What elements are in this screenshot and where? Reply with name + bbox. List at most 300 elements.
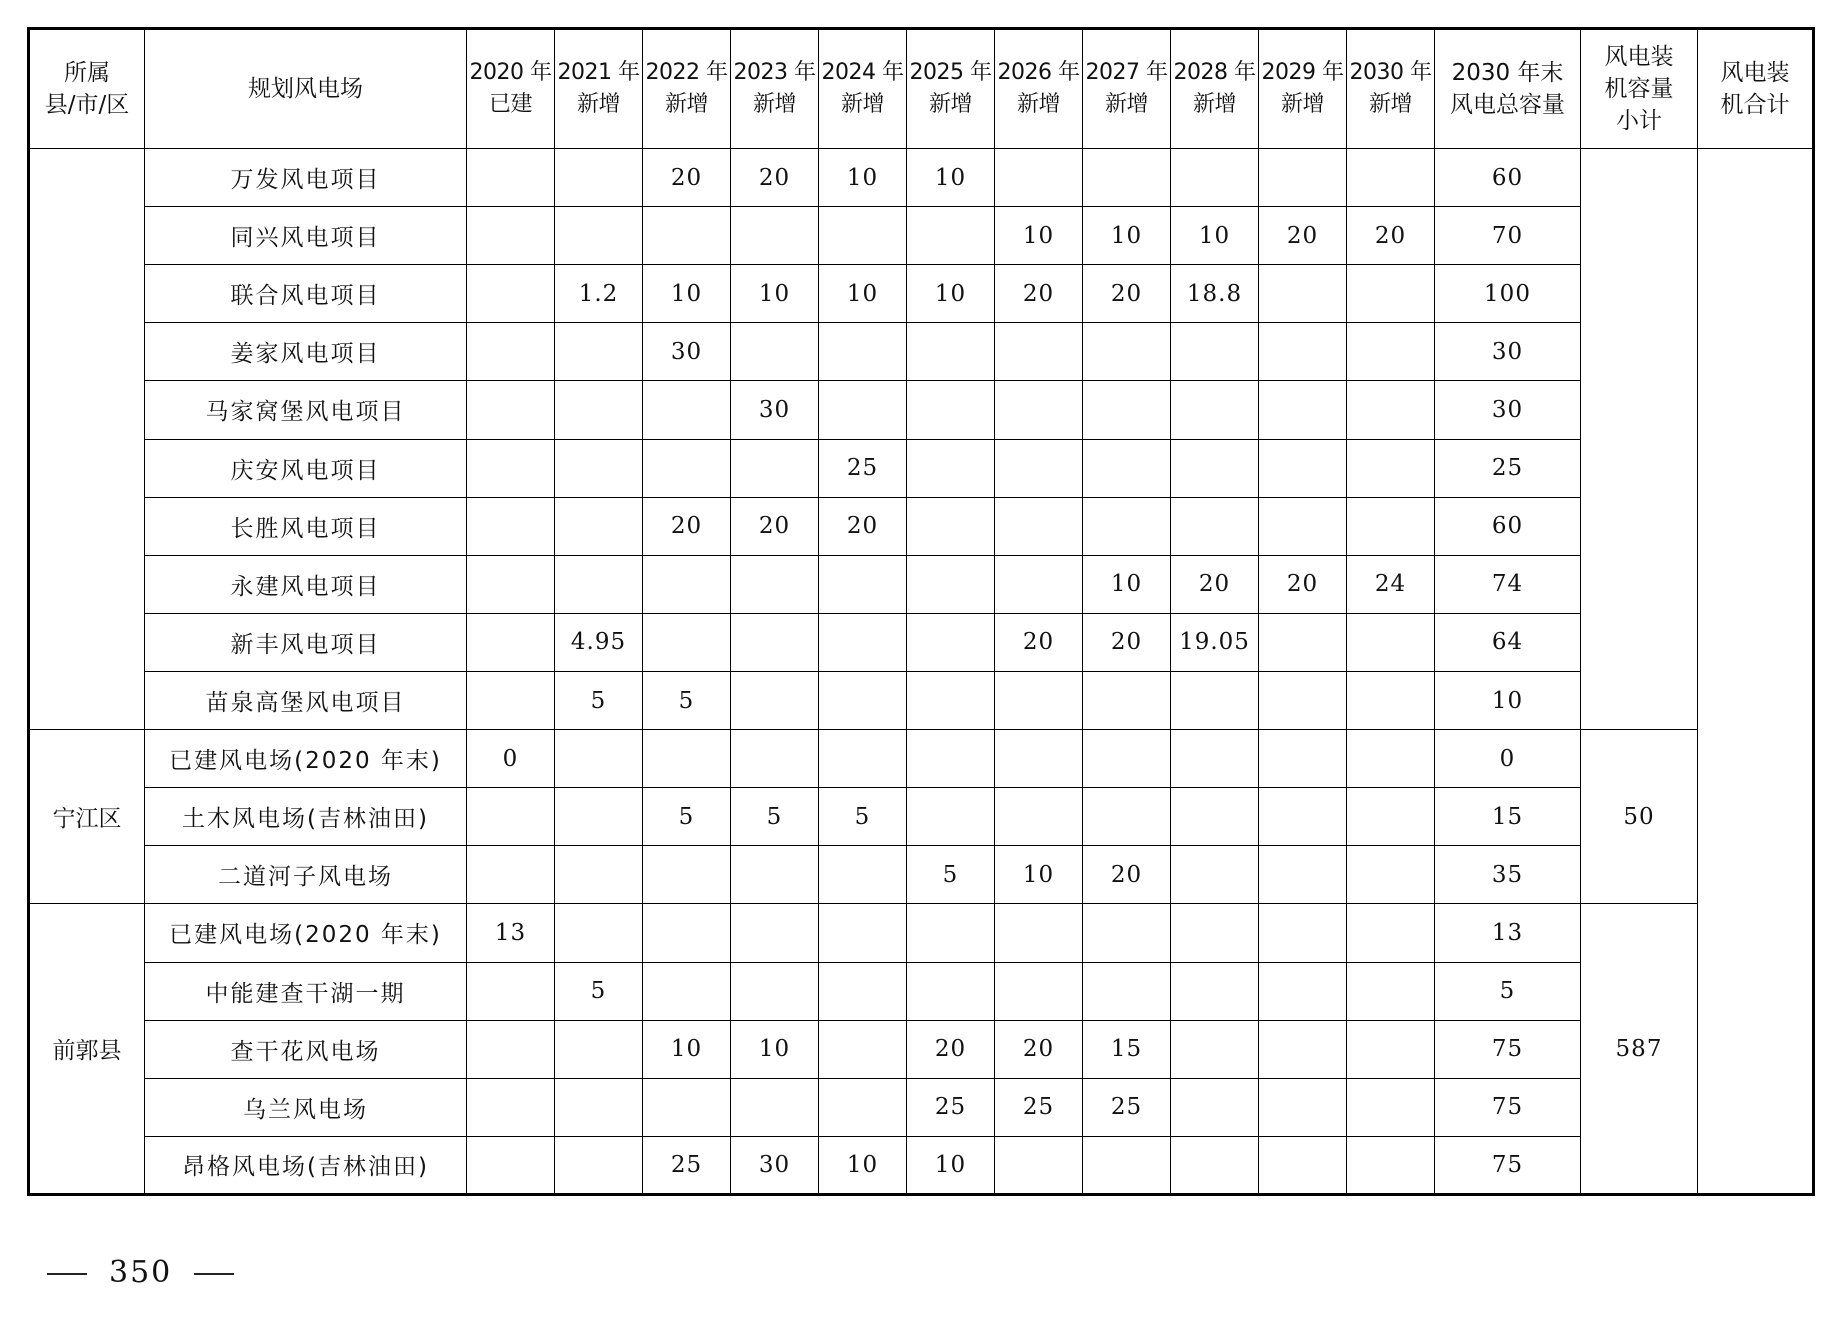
capacity-cell	[1083, 497, 1171, 555]
capacity-cell	[1171, 323, 1259, 381]
header-subtotal-line3: 小计	[1616, 108, 1662, 134]
capacity-cell: 10	[643, 1020, 731, 1078]
capacity-cell: 5	[643, 788, 731, 846]
capacity-cell	[1259, 497, 1347, 555]
capacity-cell	[819, 671, 907, 729]
capacity-cell: 25	[995, 1078, 1083, 1136]
header-year-2029	[1259, 29, 1347, 149]
page-footer	[47, 1255, 256, 1290]
capacity-cell	[731, 846, 819, 904]
total-capacity-cell: 30	[1435, 381, 1581, 439]
capacity-cell	[1083, 788, 1171, 846]
capacity-cell	[731, 613, 819, 671]
capacity-cell	[907, 788, 995, 846]
header-year-2030	[1347, 29, 1435, 149]
header-year-2021	[555, 29, 643, 149]
capacity-cell	[907, 613, 995, 671]
header-total-line1: 2030 年末	[1451, 60, 1564, 86]
capacity-cell: 20	[995, 265, 1083, 323]
capacity-cell	[995, 149, 1083, 207]
table-row	[29, 730, 1814, 788]
capacity-cell: 10	[819, 149, 907, 207]
header-subtotal-line2: 机容量	[1604, 76, 1674, 102]
capacity-cell: 1.2	[555, 265, 643, 323]
capacity-cell	[907, 555, 995, 613]
subtotal-cell: 50	[1581, 730, 1698, 904]
capacity-cell	[467, 1136, 555, 1194]
capacity-cell	[1083, 439, 1171, 497]
capacity-cell: 20	[995, 1020, 1083, 1078]
capacity-cell	[907, 323, 995, 381]
capacity-cell	[819, 1020, 907, 1078]
capacity-cell	[643, 904, 731, 962]
capacity-cell: 10	[907, 149, 995, 207]
table-row	[29, 439, 1814, 497]
capacity-cell: 24	[1347, 555, 1435, 613]
capacity-cell	[1347, 265, 1435, 323]
header-year-label: 2026 年	[997, 60, 1080, 85]
capacity-cell	[555, 1136, 643, 1194]
table-row	[29, 555, 1814, 613]
table-row	[29, 904, 1814, 962]
capacity-cell	[467, 265, 555, 323]
total-capacity-cell: 13	[1435, 904, 1581, 962]
project-name-cell: 昂格风电场(吉林油田)	[145, 1136, 467, 1194]
page-number: 350	[109, 1255, 173, 1290]
project-name-cell: 已建风电场(2020 年末)	[145, 904, 467, 962]
capacity-cell	[467, 613, 555, 671]
capacity-cell: 5	[819, 788, 907, 846]
capacity-cell	[1171, 904, 1259, 962]
capacity-cell	[1171, 1020, 1259, 1078]
capacity-cell: 19.05	[1171, 613, 1259, 671]
capacity-cell	[1347, 788, 1435, 846]
capacity-cell: 20	[995, 613, 1083, 671]
capacity-cell	[1259, 846, 1347, 904]
capacity-cell	[467, 323, 555, 381]
capacity-cell	[643, 962, 731, 1020]
table-row	[29, 265, 1814, 323]
capacity-cell	[643, 846, 731, 904]
capacity-cell	[1347, 149, 1435, 207]
capacity-cell	[819, 613, 907, 671]
header-year-sub: 新增	[1192, 92, 1236, 117]
capacity-cell	[907, 439, 995, 497]
capacity-cell	[1083, 730, 1171, 788]
capacity-cell	[1259, 149, 1347, 207]
capacity-cell	[995, 497, 1083, 555]
header-year-2027	[1083, 29, 1171, 149]
header-year-2020	[467, 29, 555, 149]
capacity-cell	[1347, 962, 1435, 1020]
total-capacity-cell: 5	[1435, 962, 1581, 1020]
capacity-cell	[819, 846, 907, 904]
header-row	[29, 29, 1814, 149]
header-subtotal-line1: 风电装	[1604, 44, 1674, 70]
project-name-cell: 同兴风电项目	[145, 207, 467, 265]
header-year-label: 2022 年	[645, 60, 728, 85]
capacity-cell	[1259, 1020, 1347, 1078]
capacity-cell	[1347, 1078, 1435, 1136]
capacity-cell: 20	[1171, 555, 1259, 613]
capacity-cell	[1347, 1136, 1435, 1194]
capacity-cell	[907, 381, 995, 439]
capacity-cell	[555, 497, 643, 555]
table-row	[29, 149, 1814, 207]
capacity-cell: 25	[819, 439, 907, 497]
project-name-cell: 永建风电项目	[145, 555, 467, 613]
capacity-cell: 10	[819, 1136, 907, 1194]
header-county-line2: 县/市/区	[44, 92, 130, 118]
capacity-cell	[643, 207, 731, 265]
capacity-cell: 20	[1259, 207, 1347, 265]
total-capacity-cell: 10	[1435, 671, 1581, 729]
capacity-cell	[1259, 730, 1347, 788]
capacity-cell	[1259, 962, 1347, 1020]
wind-farm-capacity-table	[27, 27, 1815, 1196]
capacity-cell: 10	[1083, 207, 1171, 265]
capacity-cell	[467, 497, 555, 555]
capacity-cell	[555, 730, 643, 788]
capacity-cell: 10	[1083, 555, 1171, 613]
capacity-cell	[643, 613, 731, 671]
header-year-2024	[819, 29, 907, 149]
capacity-cell	[819, 962, 907, 1020]
project-name-cell: 长胜风电项目	[145, 497, 467, 555]
total-capacity-cell: 60	[1435, 149, 1581, 207]
capacity-cell	[995, 439, 1083, 497]
capacity-cell	[467, 439, 555, 497]
table-body	[29, 149, 1814, 1195]
capacity-cell	[1171, 381, 1259, 439]
project-name-cell: 查干花风电场	[145, 1020, 467, 1078]
header-year-label: 2028 年	[1173, 60, 1256, 85]
header-year-sub: 新增	[1104, 92, 1148, 117]
capacity-cell	[995, 788, 1083, 846]
header-year-sub: 新增	[1016, 92, 1060, 117]
total-capacity-cell: 35	[1435, 846, 1581, 904]
capacity-cell: 10	[995, 846, 1083, 904]
header-year-label: 2023 年	[733, 60, 816, 85]
header-year-label: 2027 年	[1085, 60, 1168, 85]
capacity-cell	[1347, 497, 1435, 555]
capacity-cell	[1347, 730, 1435, 788]
capacity-cell	[1171, 671, 1259, 729]
capacity-cell: 20	[907, 1020, 995, 1078]
subtotal-cell: 587	[1581, 904, 1698, 1195]
capacity-cell: 5	[643, 671, 731, 729]
capacity-cell	[1083, 149, 1171, 207]
header-year-label: 2025 年	[909, 60, 992, 85]
capacity-cell	[819, 1078, 907, 1136]
header-grand-line1: 风电装	[1720, 60, 1790, 86]
header-year-label: 2020 年	[469, 60, 552, 85]
capacity-cell: 20	[731, 497, 819, 555]
capacity-cell	[731, 555, 819, 613]
capacity-cell	[1259, 1136, 1347, 1194]
capacity-cell: 5	[907, 846, 995, 904]
header-year-sub: 已建	[488, 92, 532, 117]
table-row	[29, 381, 1814, 439]
capacity-cell	[1171, 846, 1259, 904]
capacity-cell	[1083, 1136, 1171, 1194]
table-row	[29, 962, 1814, 1020]
total-capacity-cell: 74	[1435, 555, 1581, 613]
header-year-label: 2024 年	[821, 60, 904, 85]
grand-total-cell	[1698, 149, 1814, 1195]
total-capacity-cell: 30	[1435, 323, 1581, 381]
capacity-cell	[643, 381, 731, 439]
table-row	[29, 1136, 1814, 1194]
capacity-cell	[555, 846, 643, 904]
capacity-cell	[1171, 1078, 1259, 1136]
total-capacity-cell: 100	[1435, 265, 1581, 323]
capacity-cell	[467, 788, 555, 846]
header-year-label: 2030 年	[1349, 60, 1432, 85]
capacity-cell: 0	[467, 730, 555, 788]
capacity-cell	[1259, 671, 1347, 729]
capacity-cell	[907, 497, 995, 555]
capacity-cell	[1347, 613, 1435, 671]
capacity-cell	[1171, 439, 1259, 497]
header-year-2023	[731, 29, 819, 149]
capacity-cell	[819, 555, 907, 613]
capacity-cell	[1083, 381, 1171, 439]
capacity-cell: 10	[907, 1136, 995, 1194]
header-grand-total	[1698, 29, 1814, 149]
county-cell: 宁江区	[29, 730, 145, 904]
capacity-cell: 13	[467, 904, 555, 962]
county-cell: 前郭县	[29, 904, 145, 1195]
capacity-cell	[643, 555, 731, 613]
header-subtotal	[1581, 29, 1698, 149]
total-capacity-cell: 75	[1435, 1078, 1581, 1136]
county-cell	[29, 149, 145, 730]
capacity-cell	[555, 904, 643, 962]
project-name-cell: 二道河子风电场	[145, 846, 467, 904]
capacity-cell	[1347, 904, 1435, 962]
capacity-cell	[819, 323, 907, 381]
capacity-cell	[819, 904, 907, 962]
table-row	[29, 613, 1814, 671]
capacity-cell	[907, 730, 995, 788]
header-county-line1: 所属	[64, 60, 110, 86]
header-year-label: 2021 年	[557, 60, 640, 85]
total-capacity-cell: 15	[1435, 788, 1581, 846]
capacity-cell	[907, 671, 995, 729]
table-row	[29, 323, 1814, 381]
total-capacity-cell: 75	[1435, 1136, 1581, 1194]
header-county	[29, 29, 145, 149]
capacity-cell	[995, 904, 1083, 962]
capacity-cell	[1259, 788, 1347, 846]
project-name-cell: 姜家风电项目	[145, 323, 467, 381]
capacity-cell	[555, 1020, 643, 1078]
capacity-cell	[1083, 323, 1171, 381]
capacity-cell: 20	[643, 497, 731, 555]
table-row	[29, 1078, 1814, 1136]
capacity-cell	[1347, 439, 1435, 497]
capacity-cell	[555, 1078, 643, 1136]
capacity-cell	[731, 439, 819, 497]
capacity-cell	[907, 207, 995, 265]
capacity-cell	[1259, 439, 1347, 497]
capacity-cell	[1347, 381, 1435, 439]
capacity-cell	[995, 671, 1083, 729]
capacity-cell	[1171, 730, 1259, 788]
total-capacity-cell: 64	[1435, 613, 1581, 671]
capacity-cell	[995, 1136, 1083, 1194]
header-project: 规划风电场	[145, 29, 467, 149]
capacity-cell	[731, 730, 819, 788]
capacity-cell: 20	[731, 149, 819, 207]
capacity-cell	[1259, 613, 1347, 671]
project-name-cell: 土木风电场(吉林油田)	[145, 788, 467, 846]
header-year-sub: 新增	[928, 92, 972, 117]
capacity-cell	[819, 730, 907, 788]
capacity-cell: 10	[907, 265, 995, 323]
capacity-cell: 5	[555, 671, 643, 729]
header-year-sub: 新增	[576, 92, 620, 117]
capacity-cell: 10	[643, 265, 731, 323]
capacity-cell: 10	[995, 207, 1083, 265]
capacity-cell	[467, 1020, 555, 1078]
capacity-cell	[467, 671, 555, 729]
capacity-cell	[1347, 323, 1435, 381]
capacity-cell: 25	[907, 1078, 995, 1136]
capacity-cell	[995, 962, 1083, 1020]
capacity-cell	[643, 439, 731, 497]
capacity-cell	[467, 846, 555, 904]
header-year-2022	[643, 29, 731, 149]
capacity-cell	[555, 207, 643, 265]
total-capacity-cell: 70	[1435, 207, 1581, 265]
capacity-cell	[731, 207, 819, 265]
capacity-cell: 20	[643, 149, 731, 207]
capacity-cell: 30	[731, 1136, 819, 1194]
header-year-sub: 新增	[1368, 92, 1412, 117]
capacity-cell	[555, 323, 643, 381]
header-year-sub: 新增	[752, 92, 796, 117]
table-row	[29, 1020, 1814, 1078]
capacity-cell: 20	[819, 497, 907, 555]
capacity-cell	[907, 904, 995, 962]
header-year-sub: 新增	[840, 92, 884, 117]
total-capacity-cell: 75	[1435, 1020, 1581, 1078]
project-name-cell: 万发风电项目	[145, 149, 467, 207]
capacity-cell: 5	[731, 788, 819, 846]
capacity-cell	[1083, 962, 1171, 1020]
capacity-cell: 25	[1083, 1078, 1171, 1136]
total-capacity-cell: 25	[1435, 439, 1581, 497]
capacity-cell: 10	[1171, 207, 1259, 265]
capacity-cell	[467, 381, 555, 439]
capacity-cell: 20	[1083, 265, 1171, 323]
header-year-2026	[995, 29, 1083, 149]
table-row	[29, 207, 1814, 265]
project-name-cell: 苗泉高堡风电项目	[145, 671, 467, 729]
project-name-cell: 已建风电场(2020 年末)	[145, 730, 467, 788]
capacity-cell: 10	[819, 265, 907, 323]
capacity-cell: 18.8	[1171, 265, 1259, 323]
capacity-cell	[467, 555, 555, 613]
footer-dash-left	[47, 1273, 87, 1275]
capacity-cell	[1171, 149, 1259, 207]
capacity-cell	[467, 207, 555, 265]
capacity-cell	[1259, 1078, 1347, 1136]
capacity-cell	[731, 904, 819, 962]
capacity-cell	[555, 555, 643, 613]
subtotal-cell	[1581, 149, 1698, 730]
project-name-cell: 乌兰风电场	[145, 1078, 467, 1136]
capacity-cell	[1083, 671, 1171, 729]
project-name-cell: 联合风电项目	[145, 265, 467, 323]
table-row	[29, 788, 1814, 846]
capacity-cell: 20	[1083, 846, 1171, 904]
capacity-cell	[995, 323, 1083, 381]
capacity-cell	[731, 1078, 819, 1136]
capacity-cell: 5	[555, 962, 643, 1020]
capacity-cell	[1171, 788, 1259, 846]
capacity-cell	[555, 788, 643, 846]
capacity-cell	[555, 149, 643, 207]
capacity-cell	[1171, 1136, 1259, 1194]
total-capacity-cell: 0	[1435, 730, 1581, 788]
capacity-cell	[643, 730, 731, 788]
capacity-cell	[1347, 671, 1435, 729]
header-total	[1435, 29, 1581, 149]
capacity-cell	[467, 962, 555, 1020]
capacity-cell	[995, 381, 1083, 439]
total-capacity-cell: 60	[1435, 497, 1581, 555]
capacity-cell: 20	[1083, 613, 1171, 671]
capacity-cell	[819, 381, 907, 439]
capacity-cell: 4.95	[555, 613, 643, 671]
capacity-cell: 30	[643, 323, 731, 381]
capacity-cell	[1083, 904, 1171, 962]
footer-dash-right	[194, 1273, 234, 1275]
capacity-cell	[731, 323, 819, 381]
capacity-cell: 20	[1347, 207, 1435, 265]
capacity-cell	[1259, 265, 1347, 323]
table-row	[29, 671, 1814, 729]
capacity-cell	[1259, 323, 1347, 381]
capacity-cell: 30	[731, 381, 819, 439]
project-name-cell: 中能建查干湖一期	[145, 962, 467, 1020]
capacity-cell	[467, 149, 555, 207]
capacity-cell: 15	[1083, 1020, 1171, 1078]
capacity-cell: 20	[1259, 555, 1347, 613]
header-year-sub: 新增	[664, 92, 708, 117]
capacity-cell: 10	[731, 265, 819, 323]
capacity-cell	[1347, 846, 1435, 904]
capacity-cell	[907, 962, 995, 1020]
header-total-line2: 风电总容量	[1450, 92, 1565, 118]
project-name-cell: 新丰风电项目	[145, 613, 467, 671]
capacity-cell	[1259, 381, 1347, 439]
capacity-cell: 25	[643, 1136, 731, 1194]
header-year-label: 2029 年	[1261, 60, 1344, 85]
capacity-cell: 10	[731, 1020, 819, 1078]
capacity-cell	[1171, 497, 1259, 555]
capacity-cell	[555, 381, 643, 439]
capacity-cell	[643, 1078, 731, 1136]
capacity-cell	[1347, 1020, 1435, 1078]
header-year-2028	[1171, 29, 1259, 149]
capacity-cell	[819, 207, 907, 265]
capacity-cell	[731, 671, 819, 729]
capacity-cell	[467, 1078, 555, 1136]
